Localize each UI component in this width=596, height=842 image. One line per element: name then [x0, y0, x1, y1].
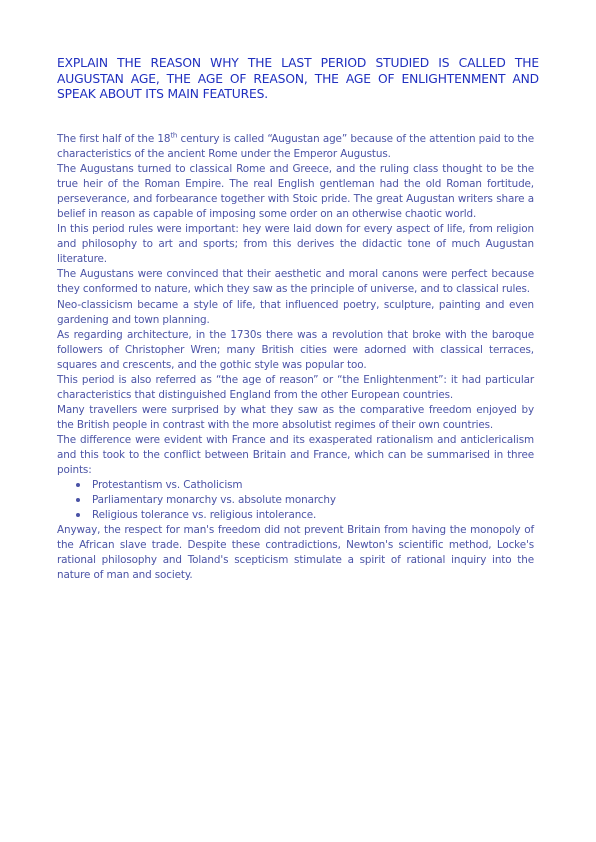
paragraph-architecture: As regarding architecture, in the 1730s there was a revolution that broke with the baroque followers of Christopher Wren; many British cities were adorned with classical terraces, squares and crescents, and the gothic style was popular too.: [57, 328, 534, 371]
paragraph-age-of-reason: This period is also referred as “the age of reason” or “the Enlightenment”: it had particular characteristics that distinguished England from the other European countries.: [57, 373, 534, 401]
paragraph-neoclassicism: Neo-classicism became a style of life, that influenced poetry, sculpture, painting and even gardening and town planning.: [57, 298, 534, 326]
paragraph-difference: The difference were evident with France and its exasperated rationalism and anticlericalism and this took to the conflict between Britain and France, which can be summarised in three points:: [57, 433, 534, 477]
list-item: Religious tolerance vs. religious intolerance.: [92, 508, 534, 523]
ordinal-suffix: th: [170, 131, 178, 140]
intro-text-start: The first half of the 18: [57, 133, 171, 145]
list-item: Protestantism vs. Catholicism: [92, 478, 534, 493]
intro-paragraph: [57, 132, 534, 162]
document-title: EXPLAIN THE REASON WHY THE LAST PERIOD STUDIED IS CALLED THE AUGUSTAN AGE, THE AGE OF REASON, THE AGE OF ENLIGHTENMENT AND SPEAK ABOUT ITS MAIN FEATURES.: [57, 56, 539, 101]
paragraph-rules: In this period rules were important: hey were laid down for every aspect of life, from religion and philosophy to art and sports; from this derives the didactic tone of much Augustan literature.: [57, 223, 534, 266]
paragraph-canons: The Augustans were convinced that their aesthetic and moral canons were perfect because they conformed to nature, which they saw as the principle of universe, and to classical rules.: [57, 268, 534, 296]
list-item: Parliamentary monarchy vs. absolute monarchy: [92, 493, 534, 508]
paragraph-closing: Anyway, the respect for man's freedom did not prevent Britain from having the monopoly of the African slave trade. Despite these contradictions, Newton's scientific method, Locke's rational philosophy and Toland's scepticism stimulate a spirit of rational inquiry into the nature of man and society.: [57, 524, 534, 582]
paragraph-augustans: The Augustans turned to classical Rome and Greece, and the ruling class thought to be the true heir of the Roman Empire. The real English gentleman had the old Roman fortitude, perseverance, and forbearance together with Stoic pride. The great Augustan writers share a belief in reason as capable of imposing some order on an otherwise chaotic world.: [57, 163, 534, 221]
paragraph-travellers: Many travellers were surprised by what they saw as the comparative freedom enjoyed by the British people in contrast with the more absolutist regimes of their own countries.: [57, 403, 534, 431]
document-body: [57, 132, 534, 583]
points-list: [57, 478, 534, 523]
intro-text-end: century is called “Augustan age” because of the attention paid to the characteristics of the ancient Rome under the Emperor Augustus.: [57, 133, 534, 161]
